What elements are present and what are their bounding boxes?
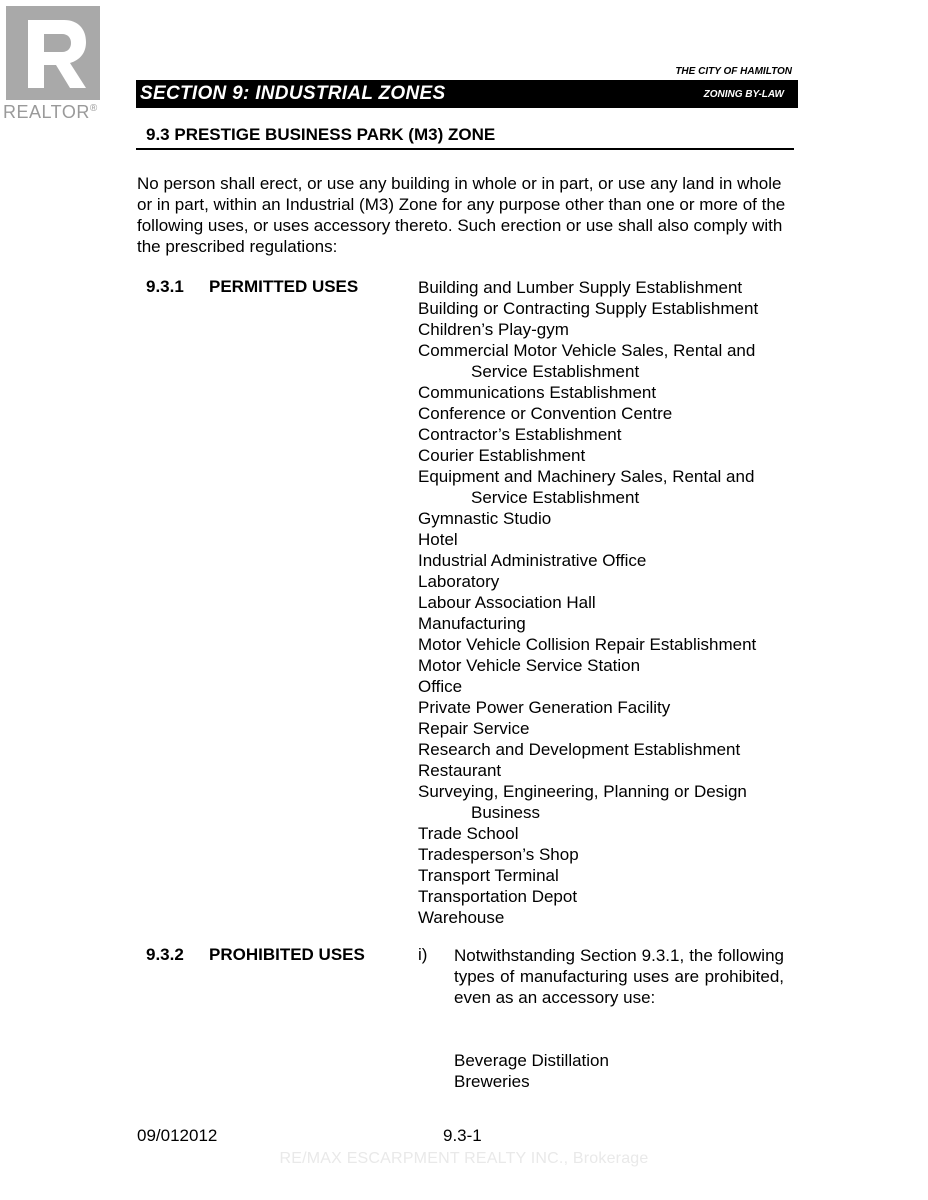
page-number: 9.3-1 xyxy=(443,1126,482,1145)
bylaw-label: ZONING BY-LAW xyxy=(703,89,784,100)
permitted-use-text: Motor Vehicle Collision Repair Establishment xyxy=(418,635,757,654)
prohibited-manufacturing-list xyxy=(454,1050,609,1092)
permitted-use-text: Labour Association Hall xyxy=(418,593,596,612)
heading-divider xyxy=(136,148,794,150)
prohibited-item: Beverage Distillation xyxy=(454,1051,609,1070)
permitted-use-item xyxy=(418,907,758,928)
permitted-uses-label: PERMITTED USES xyxy=(209,277,359,296)
zone-heading: 9.3 PRESTIGE BUSINESS PARK (M3) ZONE xyxy=(146,125,496,144)
permitted-use-text: Office xyxy=(418,677,463,696)
realtor-r-icon xyxy=(6,6,100,100)
permitted-use-text: Warehouse xyxy=(418,908,505,927)
prohibited-uses-number: 9.3.2 xyxy=(146,945,184,964)
section-title: SECTION 9: INDUSTRIAL ZONES xyxy=(140,83,446,104)
clause-numeral: i) xyxy=(418,945,428,964)
permitted-use-text: Surveying, Engineering, Planning or Design xyxy=(418,782,747,801)
permitted-use-text: Trade School xyxy=(418,824,519,843)
permitted-use-item xyxy=(418,529,758,550)
permitted-use-text: Transport Terminal xyxy=(418,866,559,885)
permitted-use-item xyxy=(418,634,758,655)
permitted-use-item xyxy=(418,403,758,424)
permitted-use-text: Building or Contracting Supply Establishment xyxy=(418,299,759,318)
permitted-use-item xyxy=(418,445,758,466)
permitted-use-item xyxy=(418,382,758,403)
city-name: THE CITY OF HAMILTON xyxy=(675,66,792,77)
permitted-use-continuation: Service Establishment xyxy=(471,488,640,507)
permitted-use-item xyxy=(418,592,758,613)
footer-date: 09/012012 xyxy=(137,1126,218,1145)
section-banner xyxy=(136,80,798,108)
permitted-use-item xyxy=(418,340,758,382)
permitted-use-item xyxy=(418,571,758,592)
permitted-use-item xyxy=(418,508,758,529)
permitted-use-text: Motor Vehicle Service Station xyxy=(418,656,641,675)
permitted-use-text: Equipment and Machinery Sales, Rental and xyxy=(418,467,755,486)
permitted-use-item xyxy=(418,886,758,907)
permitted-use-item xyxy=(418,424,758,445)
permitted-use-text: Manufacturing xyxy=(418,614,526,633)
permitted-use-item xyxy=(418,844,758,865)
permitted-use-text: Commercial Motor Vehicle Sales, Rental and xyxy=(418,341,756,360)
permitted-use-text: Restaurant xyxy=(418,761,502,780)
permitted-use-item xyxy=(418,550,758,571)
permitted-use-text: Courier Establishment xyxy=(418,446,586,465)
permitted-use-item xyxy=(418,697,758,718)
permitted-use-item xyxy=(418,298,758,319)
permitted-use-text: Building and Lumber Supply Establishment xyxy=(418,278,743,297)
permitted-use-text: Research and Development Establishment xyxy=(418,740,741,759)
realtor-logo xyxy=(6,6,100,100)
permitted-use-item xyxy=(418,760,758,781)
permitted-use-item xyxy=(418,781,758,823)
permitted-use-item xyxy=(418,466,758,508)
permitted-use-item xyxy=(418,655,758,676)
permitted-uses-list xyxy=(418,277,758,928)
permitted-use-text: Hotel xyxy=(418,530,458,549)
prohibited-clause: Notwithstanding Section 9.3.1, the following types of manufacturing uses are prohibited, even as an accessory use: xyxy=(454,946,784,1007)
permitted-use-text: Contractor’s Establishment xyxy=(418,425,622,444)
permitted-use-item xyxy=(418,865,758,886)
permitted-use-item xyxy=(418,319,758,340)
permitted-use-continuation: Business xyxy=(471,803,540,822)
permitted-use-text: Industrial Administrative Office xyxy=(418,551,647,570)
intro-paragraph: No person shall erect, or use any building in whole or in part, or use any land in whole or in part, within an Industrial (M3) Zone for any purpose other than one or more of the following uses, or uses accessory thereto. Such erection or use shall also comply with the prescribed regulations: xyxy=(137,174,786,256)
permitted-use-item xyxy=(418,277,758,298)
permitted-use-text: Transportation Depot xyxy=(418,887,578,906)
permitted-use-text: Private Power Generation Facility xyxy=(418,698,671,717)
permitted-uses-number: 9.3.1 xyxy=(146,277,184,296)
permitted-use-item xyxy=(418,613,758,634)
permitted-use-text: Gymnastic Studio xyxy=(418,509,552,528)
realtor-wordmark: REALTOR® xyxy=(3,102,98,122)
brokerage-watermark: RE/MAX ESCARPMENT REALTY INC., Brokerage xyxy=(279,1150,649,1167)
prohibited-uses-label: PROHIBITED USES xyxy=(209,945,365,964)
permitted-use-item xyxy=(418,718,758,739)
permitted-use-item xyxy=(418,823,758,844)
permitted-use-text: Children’s Play-gym xyxy=(418,320,569,339)
permitted-use-text: Tradesperson’s Shop xyxy=(418,845,579,864)
permitted-use-text: Repair Service xyxy=(418,719,530,738)
permitted-use-continuation: Service Establishment xyxy=(471,362,640,381)
prohibited-item: Breweries xyxy=(454,1072,530,1091)
permitted-use-item xyxy=(418,739,758,760)
permitted-use-item xyxy=(418,676,758,697)
permitted-use-text: Laboratory xyxy=(418,572,500,591)
permitted-use-text: Conference or Convention Centre xyxy=(418,404,673,423)
permitted-use-text: Communications Establishment xyxy=(418,383,657,402)
